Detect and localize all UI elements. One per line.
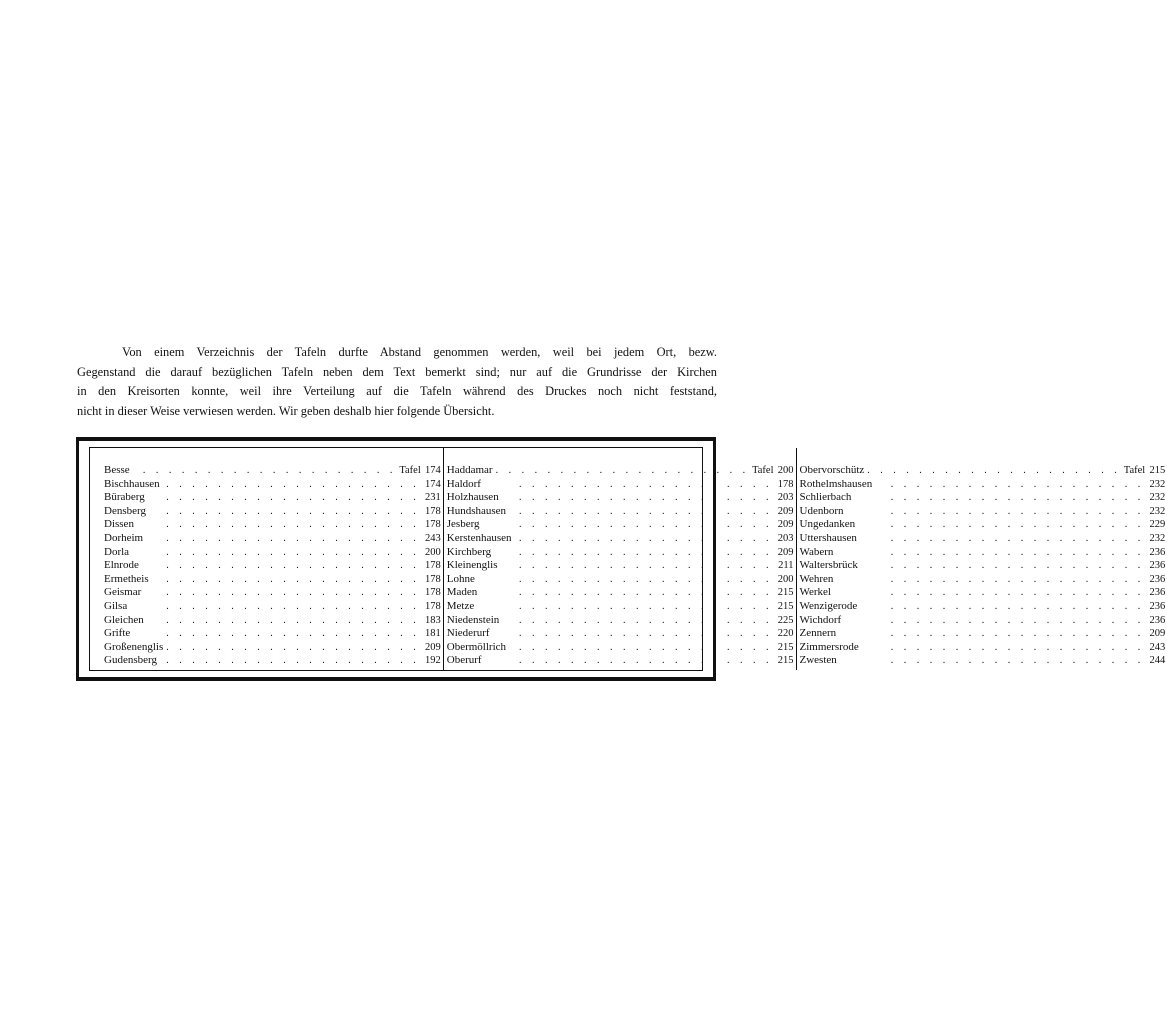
plate-number: 229: [1149, 519, 1166, 531]
leader-dots: . . . . . . . . . . . . . . . . . . . .: [166, 505, 420, 517]
place-name: Maden: [446, 586, 478, 599]
table-row: [800, 654, 1166, 668]
table-row: [447, 627, 794, 641]
table-row: [800, 491, 1166, 505]
leader-dots: . . . . . . . . . . . . . . . . . . . .: [519, 587, 773, 599]
leader-dots: . . . . . . . . . . . . . . . . . . . .: [166, 492, 420, 504]
place-name: Werkel: [799, 586, 831, 599]
table-row: [800, 627, 1166, 641]
leader-dots: . . . . . . . . . . . . . . . . . . . .: [519, 614, 773, 626]
table-row: [800, 546, 1166, 560]
place-name: Wabern: [799, 545, 834, 558]
place-name: Hundshausen: [446, 504, 507, 517]
place-name: Ermetheis: [104, 572, 149, 585]
plate-number: 178: [425, 573, 441, 585]
place-name: Gleichen: [104, 613, 144, 626]
table-row: [800, 641, 1166, 655]
table-row: [104, 559, 441, 573]
leader-dots: . . . . . . . . . . . . . . . . . . . .: [166, 628, 420, 640]
table-row: [104, 464, 441, 478]
place-name: Kirchberg: [446, 545, 492, 558]
leader-dots: . . . . . . . . . . . . . . . . . . . .: [519, 492, 773, 504]
leader-dots: . . . . . . . . . . . . . . . . . . . .: [519, 573, 773, 585]
plate-number: 181: [425, 628, 441, 640]
place-name: Haddamar: [446, 464, 493, 476]
leader-dots: . . . . . . . . . . . . . . . . . . . .: [166, 532, 420, 544]
plate-number: 225: [777, 614, 794, 626]
plate-number: 244: [1149, 655, 1166, 667]
plate-number: 243: [1149, 641, 1166, 653]
leader-dots: . . . . . . . . . . . . . . . . . . . .: [890, 573, 1145, 585]
place-name: Wichdorf: [799, 613, 842, 626]
leader-dots: . . . . . . . . . . . . . . . . . . . .: [890, 587, 1145, 599]
plate-number: 236: [1149, 573, 1166, 585]
place-name: Dorheim: [104, 531, 144, 544]
plate-number: 209: [777, 519, 794, 531]
place-name: Rothelmshausen: [799, 477, 873, 490]
table-row: [800, 600, 1166, 614]
place-name: Großenenglis: [104, 640, 164, 653]
leader-dots: . . . . . . . . . . . . . . . . . . . .: [519, 505, 773, 517]
leader-dots: . . . . . . . . . . . . . . . . . . . .: [890, 546, 1145, 558]
table-row: [447, 614, 794, 628]
table-row: [447, 586, 794, 600]
table-row: [104, 573, 441, 587]
place-name: Uttershausen: [799, 531, 857, 544]
place-name: Wenzigerode: [799, 599, 858, 612]
table-column-1: [90, 448, 443, 670]
table-row: [104, 586, 441, 600]
leader-dots: . . . . . . . . . . . . . . . . . . . .: [867, 465, 1121, 476]
plate-number: 209: [777, 546, 794, 558]
plate-number: 178: [425, 519, 441, 531]
table-row: [447, 532, 794, 546]
place-name: Dissen: [104, 518, 134, 531]
leader-dots: . . . . . . . . . . . . . . . . . . . .: [890, 519, 1145, 531]
table-column-3: [796, 448, 1167, 670]
table-row: [104, 532, 441, 546]
plate-number: 215: [777, 655, 794, 667]
plate-label: Tafel: [752, 465, 774, 476]
plate-number: 203: [777, 492, 794, 504]
leader-dots: . . . . . . . . . . . . . . . . . . . .: [890, 641, 1145, 653]
place-name: Kleinenglis: [446, 559, 498, 572]
table-row: [447, 559, 794, 573]
plates-table: [89, 447, 1166, 671]
place-name: Waltersbrück: [799, 559, 858, 572]
plates-table-frame: [76, 437, 1166, 681]
place-name: Oberurf: [446, 654, 482, 667]
place-name: Schlierbach: [799, 491, 852, 504]
table-row: [447, 478, 794, 492]
leader-dots: . . . . . . . . . . . . . . . . . . . .: [166, 600, 420, 612]
leader-dots: . . . . . . . . . . . . . . . . . . . .: [166, 546, 420, 558]
place-name: Zennern: [799, 627, 837, 640]
plate-number: 215: [1149, 465, 1166, 476]
plate-label: Tafel: [1123, 465, 1146, 476]
leader-dots: . . . . . . . . . . . . . . . . . . . .: [519, 655, 773, 667]
place-name: Lohne: [446, 572, 475, 585]
place-name: Bischhausen: [104, 477, 160, 490]
leader-dots: . . . . . . . . . . . . . . . . . . . .: [519, 519, 773, 531]
table-row: [447, 505, 794, 519]
plate-number: 215: [777, 641, 794, 653]
leader-dots: . . . . . . . . . . . . . . . . . . . .: [890, 492, 1145, 504]
leader-dots: . . . . . . . . . . . . . . . . . . . .: [519, 478, 773, 490]
intro-line: Gegenstand die darauf bezüglichen Tafeln neben dem Text bemerkt sind; nur auf die Grundrisse der Kirchen: [77, 364, 717, 379]
plate-number: 236: [1149, 560, 1166, 572]
place-name: Metze: [446, 599, 475, 612]
leader-dots: . . . . . . . . . . . . . . . . . . . .: [890, 505, 1145, 517]
plate-number: 209: [1149, 628, 1166, 640]
table-row: [104, 654, 441, 668]
leader-dots: . . . . . . . . . . . . . . . . . . . .: [890, 628, 1145, 640]
plate-number: 232: [1149, 478, 1166, 490]
plate-number: 178: [777, 478, 794, 490]
place-name: Gudensberg: [104, 654, 157, 667]
table-row: [104, 518, 441, 532]
leader-dots: . . . . . . . . . . . . . . . . . . . .: [166, 587, 420, 599]
intro-line: nicht in dieser Weise verwiesen werden. Wir geben deshalb hier folgende Übersicht.: [77, 403, 495, 418]
plate-number: 174: [425, 465, 441, 476]
table-row: [104, 505, 441, 519]
place-name: Geismar: [104, 586, 142, 599]
place-name: Grifte: [104, 627, 131, 640]
table-row: [447, 546, 794, 560]
plate-number: 183: [425, 614, 441, 626]
leader-dots: . . . . . . . . . . . . . . . . . . . .: [166, 478, 420, 490]
leader-dots: . . . . . . . . . . . . . . . . . . . .: [519, 641, 773, 653]
place-name: Obermöllrich: [446, 640, 507, 653]
plate-number: 220: [777, 628, 794, 640]
plate-number: 215: [777, 587, 794, 599]
intro-paragraph: [77, 343, 717, 421]
place-name: Zimmersrode: [799, 640, 859, 653]
leader-dots: . . . . . . . . . . . . . . . . . . . .: [519, 560, 773, 572]
table-row: [447, 491, 794, 505]
plate-number: 192: [425, 655, 441, 667]
place-name: Holzhausen: [446, 491, 499, 504]
table-row: [800, 586, 1166, 600]
table-row: [800, 573, 1166, 587]
plate-number: 200: [425, 546, 441, 558]
plate-number: 243: [425, 532, 441, 544]
leader-dots: . . . . . . . . . . . . . . . . . . . .: [166, 519, 420, 531]
plate-number: 236: [1149, 546, 1166, 558]
plate-number: 200: [777, 573, 794, 585]
plate-number: 209: [425, 641, 441, 653]
leader-dots: . . . . . . . . . . . . . . . . . . . .: [890, 614, 1145, 626]
place-name: Kerstenhausen: [446, 531, 512, 544]
leader-dots: . . . . . . . . . . . . . . . . . . . .: [519, 628, 773, 640]
leader-dots: . . . . . . . . . . . . . . . . . . . .: [890, 532, 1145, 544]
plate-number: 178: [425, 560, 441, 572]
leader-dots: . . . . . . . . . . . . . . . . . . . .: [495, 465, 750, 476]
place-name: Obervorschütz: [799, 464, 865, 476]
leader-dots: . . . . . . . . . . . . . . . . . . . .: [142, 465, 397, 476]
table-column-2: [443, 448, 796, 670]
leader-dots: . . . . . . . . . . . . . . . . . . . .: [166, 560, 420, 572]
plate-number: 231: [425, 492, 441, 504]
table-row: [104, 478, 441, 492]
plate-number: 209: [777, 505, 794, 517]
table-row: [800, 518, 1166, 532]
place-name: Wehren: [799, 572, 834, 585]
leader-dots: . . . . . . . . . . . . . . . . . . . .: [519, 532, 773, 544]
place-name: Besse: [104, 464, 130, 476]
table-row: [447, 654, 794, 668]
leader-dots: . . . . . . . . . . . . . . . . . . . .: [890, 478, 1145, 490]
place-name: Gilsa: [104, 599, 128, 612]
table-row: [104, 600, 441, 614]
plate-number: 236: [1149, 600, 1166, 612]
plate-number: 232: [1149, 532, 1166, 544]
leader-dots: . . . . . . . . . . . . . . . . . . . .: [890, 560, 1145, 572]
table-row: [104, 546, 441, 560]
table-row: [800, 559, 1166, 573]
intro-line: Von einem Verzeichnis der Tafeln durfte Abstand genommen werden, weil bei jedem Ort, bezw.: [122, 345, 717, 359]
place-name: Dorla: [104, 545, 130, 558]
plate-number: 236: [1149, 614, 1166, 626]
table-row: [800, 478, 1166, 492]
place-name: Ungedanken: [799, 518, 856, 531]
plate-number: 236: [1149, 587, 1166, 599]
place-name: Büraberg: [104, 491, 145, 504]
plate-number: 178: [425, 505, 441, 517]
plate-number: 200: [777, 465, 794, 476]
leader-dots: . . . . . . . . . . . . . . . . . . . .: [166, 573, 420, 585]
table-row: [800, 464, 1166, 478]
table-row: [104, 627, 441, 641]
plate-label: Tafel: [399, 465, 421, 476]
intro-line: in den Kreisorten konnte, weil ihre Verteilung auf die Tafeln während des Druckes noch nicht feststand,: [77, 384, 717, 399]
plate-number: 211: [778, 560, 794, 572]
plate-number: 178: [425, 587, 441, 599]
plate-number: 232: [1149, 505, 1166, 517]
table-row: [447, 518, 794, 532]
table-row: [800, 532, 1166, 546]
plate-number: 232: [1149, 492, 1166, 504]
table-row: [800, 614, 1166, 628]
table-row: [447, 600, 794, 614]
place-name: Niederurf: [446, 627, 490, 640]
place-name: Jesberg: [446, 518, 480, 531]
place-name: Udenborn: [799, 504, 844, 517]
leader-dots: . . . . . . . . . . . . . . . . . . . .: [890, 655, 1145, 667]
leader-dots: . . . . . . . . . . . . . . . . . . . .: [519, 546, 773, 558]
plate-number: 174: [425, 478, 441, 490]
leader-dots: . . . . . . . . . . . . . . . . . . . .: [890, 600, 1145, 612]
plate-number: 215: [777, 600, 794, 612]
table-row: [800, 505, 1166, 519]
leader-dots: . . . . . . . . . . . . . . . . . . . .: [519, 600, 773, 612]
place-name: Densberg: [104, 504, 146, 517]
table-row: [447, 641, 794, 655]
place-name: Zwesten: [799, 654, 837, 667]
leader-dots: . . . . . . . . . . . . . . . . . . . .: [166, 641, 420, 653]
table-row: [104, 641, 441, 655]
plate-number: 178: [425, 600, 441, 612]
table-row: [447, 573, 794, 587]
leader-dots: . . . . . . . . . . . . . . . . . . . .: [166, 614, 420, 626]
place-name: Haldorf: [446, 477, 481, 490]
table-row: [447, 464, 794, 478]
leader-dots: . . . . . . . . . . . . . . . . . . . .: [166, 655, 420, 667]
table-row: [104, 491, 441, 505]
place-name: Elnrode: [104, 559, 139, 572]
place-name: Niedenstein: [446, 613, 500, 626]
table-row: [104, 614, 441, 628]
plate-number: 203: [777, 532, 794, 544]
